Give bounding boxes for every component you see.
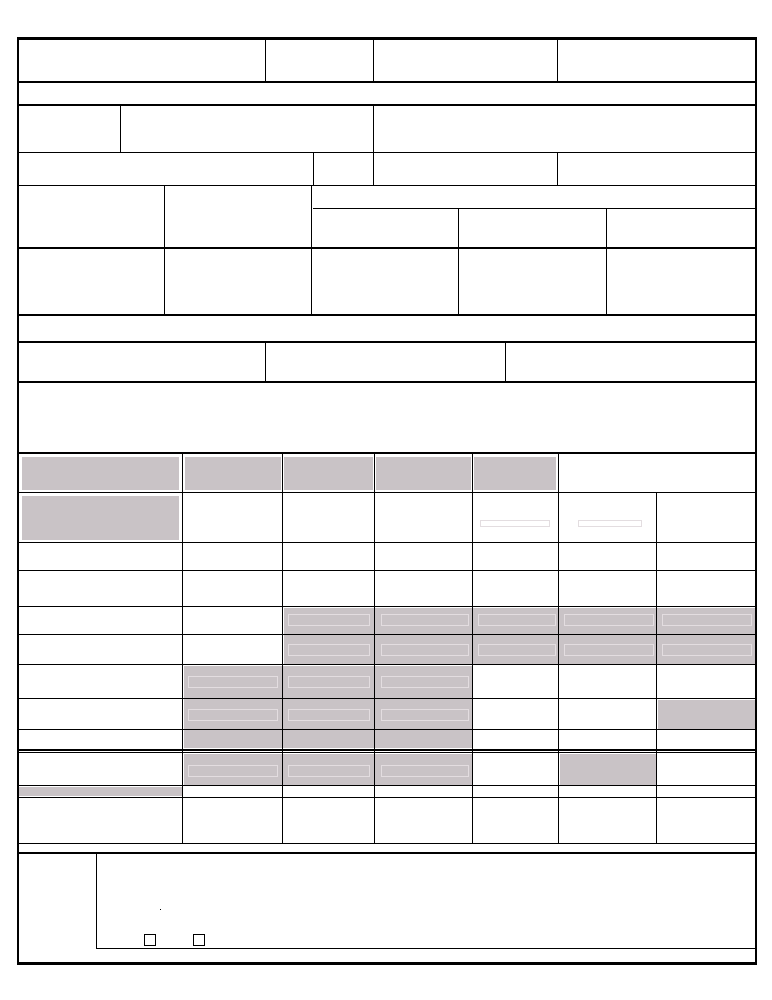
shaded-inset <box>578 520 642 527</box>
column-divider <box>505 342 506 382</box>
form-border-bottom <box>17 962 757 965</box>
row-divider <box>17 797 757 798</box>
column-divider <box>458 208 459 315</box>
shaded-inset <box>288 614 370 626</box>
row-divider <box>17 152 757 153</box>
row-divider <box>17 752 757 753</box>
shaded-cell <box>658 700 756 729</box>
shaded-cell <box>22 457 179 490</box>
shaded-inset <box>188 709 278 721</box>
row-divider <box>96 948 757 949</box>
text-mark <box>160 909 161 910</box>
column-divider <box>373 105 374 153</box>
row-divider <box>17 314 757 316</box>
column-divider <box>558 453 559 844</box>
shaded-inset <box>564 644 654 656</box>
column-divider <box>120 105 121 153</box>
column-divider <box>311 185 312 315</box>
row-divider <box>17 341 757 343</box>
form-border-right <box>755 37 757 965</box>
column-divider <box>656 492 657 844</box>
shaded-cell <box>18 787 182 796</box>
shaded-inset <box>662 644 752 656</box>
row-divider <box>17 185 757 186</box>
shaded-inset <box>480 520 550 527</box>
column-divider <box>265 40 266 82</box>
shaded-inset <box>288 644 370 656</box>
form-border-left <box>17 37 19 965</box>
row-divider <box>313 208 757 209</box>
shaded-cell <box>376 457 471 490</box>
shaded-cell <box>284 457 373 490</box>
column-divider <box>265 342 266 382</box>
checkbox-2[interactable] <box>193 934 205 946</box>
row-divider <box>17 843 757 844</box>
row-divider <box>17 570 757 571</box>
shaded-inset <box>381 644 469 656</box>
column-divider <box>374 453 375 844</box>
form-border-top <box>17 37 757 40</box>
shaded-cell <box>474 457 556 490</box>
shaded-inset <box>478 644 556 656</box>
shaded-inset <box>188 765 278 777</box>
row-divider <box>17 785 757 786</box>
shaded-inset <box>288 676 370 688</box>
column-divider <box>373 152 374 186</box>
row-divider <box>17 852 757 854</box>
row-divider <box>17 698 757 699</box>
shaded-inset <box>381 676 469 688</box>
shaded-inset <box>564 614 654 626</box>
column-divider <box>472 453 473 844</box>
column-divider <box>164 185 165 315</box>
column-divider <box>282 453 283 844</box>
row-divider <box>17 749 757 751</box>
row-divider <box>17 381 757 383</box>
shaded-cell <box>22 496 179 540</box>
column-divider <box>557 152 558 186</box>
shaded-inset <box>381 709 469 721</box>
shaded-cell <box>560 754 656 786</box>
shaded-cell <box>185 457 281 490</box>
shaded-inset <box>381 614 469 626</box>
row-divider <box>17 247 757 249</box>
column-divider <box>557 40 558 82</box>
row-divider <box>17 492 757 493</box>
row-divider <box>17 729 757 730</box>
row-divider <box>17 104 757 106</box>
column-divider <box>96 853 97 949</box>
row-divider <box>17 634 757 635</box>
column-divider <box>313 152 314 186</box>
row-divider <box>17 452 757 454</box>
shaded-inset <box>288 709 370 721</box>
shaded-inset <box>188 676 278 688</box>
row-divider <box>17 81 757 83</box>
row-divider <box>17 542 757 543</box>
shaded-inset <box>662 614 752 626</box>
row-divider <box>17 606 757 607</box>
shaded-inset <box>288 765 370 777</box>
row-divider <box>17 664 757 665</box>
column-divider <box>606 208 607 315</box>
column-divider <box>373 40 374 82</box>
shaded-inset <box>478 614 556 626</box>
shaded-inset <box>381 765 469 777</box>
checkbox-1[interactable] <box>144 934 156 946</box>
column-divider <box>182 453 183 844</box>
